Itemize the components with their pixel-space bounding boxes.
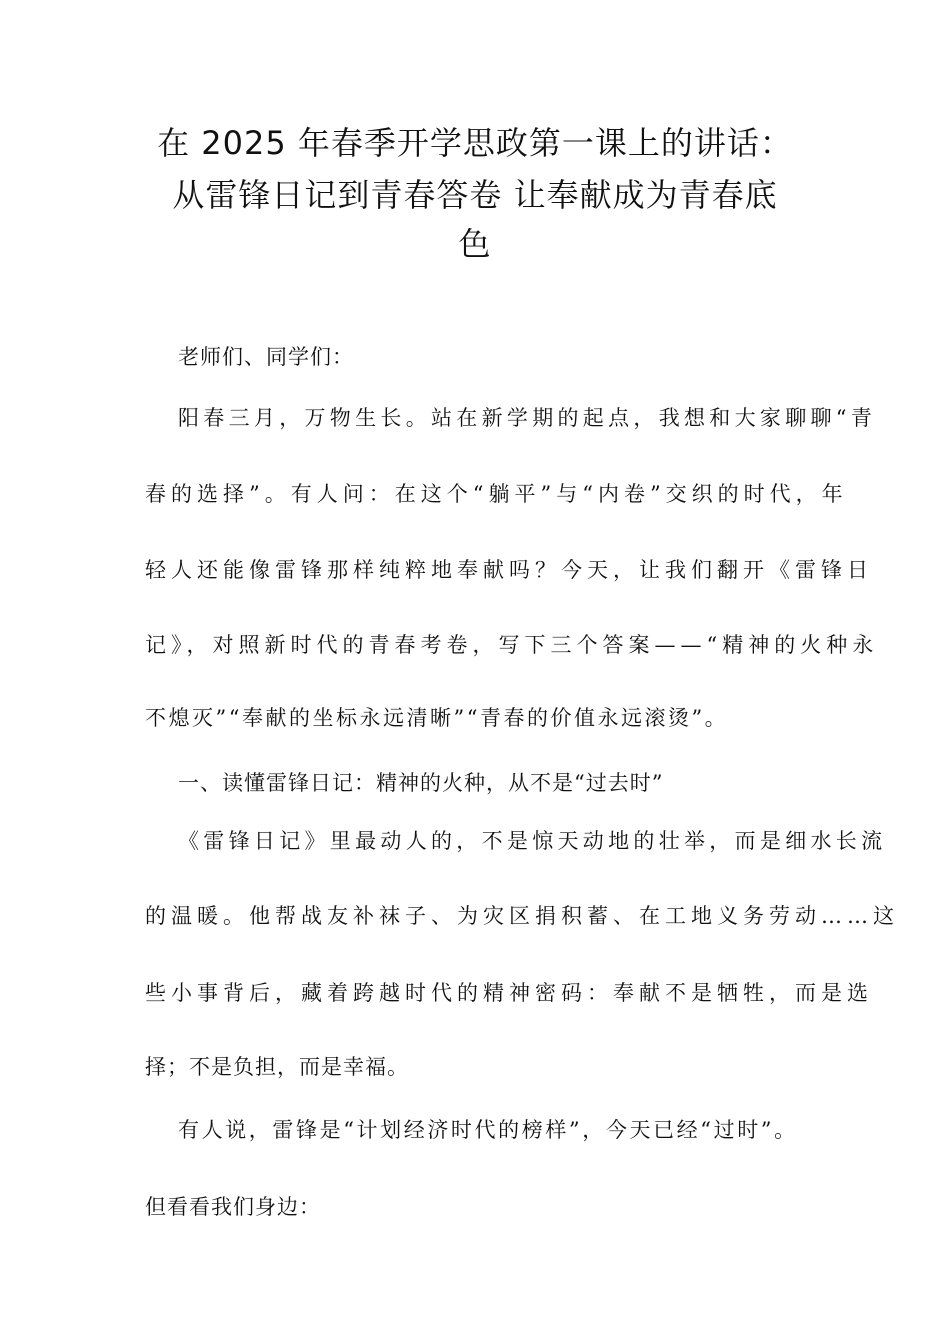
paragraph-line: 但看看我们身边： [145,1195,321,1219]
paragraph-line: 《雷锋日记》里最动人的，不是惊天动地的壮举，而是细水长流 [178,829,887,853]
paragraph-line: 择；不是负担，而是幸福。 [145,1055,409,1079]
title-line-3: 色 [458,225,492,263]
salutation: 老师们、同学们： [178,345,354,369]
paragraph-line: 轻人还能像雷锋那样纯粹地奉献吗？今天，让我们翻开《雷锋日 [145,558,873,582]
paragraph-line: 有人说，雷锋是“计划经济时代的榜样”，今天已经“过时”。 [178,1118,798,1142]
section-heading: 一、读懂雷锋日记：精神的火种，从不是“过去时” [178,771,664,795]
paragraph-line: 记》，对照新时代的青春考卷，写下三个答案——“精神的火种永 [145,633,879,657]
title-line-2: 从雷锋日记到青春答卷 让奉献成为青春底 [172,176,778,214]
paragraph-line: 些小事背后，藏着跨越时代的精神密码：奉献不是牺牲，而是选 [145,981,873,1005]
paragraph-line: 阳春三月，万物生长。站在新学期的起点，我想和大家聊聊“青 [178,406,877,430]
paragraph-line: 不熄灭”“奉献的坐标永远清晰”“青春的价值永远滚烫”。 [145,706,729,730]
paragraph-line: 春的选择”。有人问：在这个“躺平”与“内卷”交织的时代，年 [145,482,848,506]
title-line-1: 在 2025 年春季开学思政第一课上的讲话： [157,124,793,162]
paragraph-line: 的温暖。他帮战友补袜子、为灾区捐积蓄、在工地义务劳动……这 [145,904,899,928]
